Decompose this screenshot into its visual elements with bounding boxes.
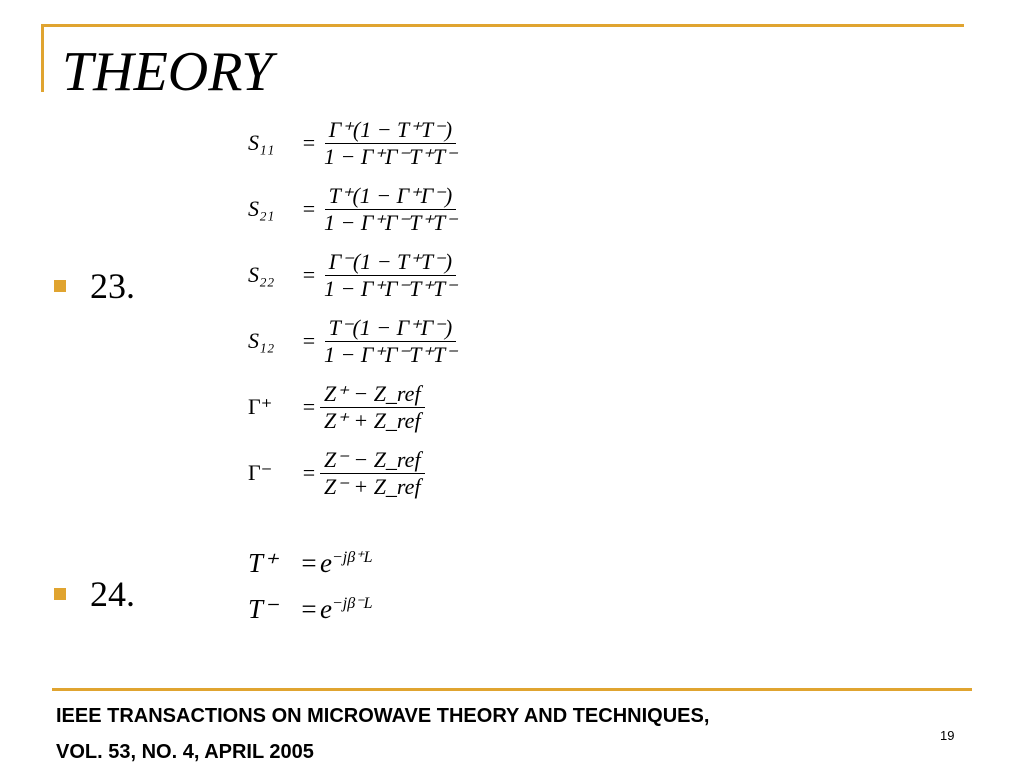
equals-sign: =	[302, 328, 316, 353]
equation-lhs: Γ⁺	[248, 394, 273, 419]
equation-s12	[248, 308, 461, 374]
exponent: −jβ⁺L	[331, 549, 373, 566]
equation-gamma-plus	[248, 374, 461, 440]
exp-base: e	[320, 594, 332, 624]
numerator: Γ⁺(1 − T⁺T⁻)	[325, 117, 456, 144]
fraction	[320, 183, 461, 236]
fraction	[320, 249, 461, 302]
equals-sign: =	[301, 547, 317, 578]
equals-sign: =	[301, 593, 317, 624]
equation-rhs	[320, 547, 373, 579]
equation-s22	[248, 242, 461, 308]
numerator: T⁺(1 − Γ⁺Γ⁻)	[325, 183, 457, 210]
exp-base: e	[320, 548, 332, 578]
equation-lhs: T⁻	[248, 593, 278, 624]
equation-gamma-minus	[248, 440, 461, 506]
fraction	[320, 447, 425, 500]
denominator: 1 − Γ⁺Γ⁻T⁺T⁻	[324, 143, 457, 169]
numerator: T⁻(1 − Γ⁺Γ⁻)	[325, 315, 457, 342]
equation-rhs	[320, 593, 373, 625]
fraction	[320, 381, 425, 434]
equals-sign: =	[302, 130, 316, 155]
equals-sign: =	[302, 262, 316, 287]
equation-block-24	[248, 540, 373, 632]
fraction	[320, 117, 461, 170]
equals-sign: =	[302, 394, 316, 419]
left-border-line	[41, 24, 44, 92]
equation-lhs: S₂₁	[248, 196, 275, 221]
bullet-label: 23.	[90, 266, 135, 306]
bullet-23	[54, 264, 135, 308]
equation-lhs: Γ⁻	[248, 460, 273, 485]
equals-sign: =	[302, 460, 316, 485]
equation-t-minus	[248, 586, 373, 632]
equation-lhs: S₂₂	[248, 262, 275, 287]
equation-block-23	[248, 110, 461, 506]
denominator: 1 − Γ⁺Γ⁻T⁺T⁻	[324, 275, 457, 301]
equation-lhs: S₁₁	[248, 130, 275, 155]
denominator: Z⁻ + Z_ref	[324, 473, 421, 499]
equation-lhs: S₁₂	[248, 328, 275, 353]
denominator: 1 − Γ⁺Γ⁻T⁺T⁻	[324, 209, 457, 235]
square-bullet-icon	[54, 588, 66, 600]
bullet-24	[54, 572, 135, 616]
slide-title: THEORY	[62, 41, 273, 103]
footer-citation-line-1: IEEE TRANSACTIONS ON MICROWAVE THEORY AND TECHNIQUES,	[56, 705, 710, 727]
exponent: −jβ⁻L	[331, 595, 373, 612]
numerator: Γ⁻(1 − T⁺T⁻)	[325, 249, 456, 276]
numerator: Z⁺ − Z_ref	[320, 381, 425, 408]
equation-lhs: T⁺	[248, 547, 278, 578]
equation-s11	[248, 110, 461, 176]
page-number: 19	[940, 728, 955, 743]
equation-t-plus	[248, 540, 373, 586]
bullet-label: 24.	[90, 574, 135, 614]
footer-citation-line-2: VOL. 53, NO. 4, APRIL 2005	[56, 741, 314, 763]
square-bullet-icon	[54, 280, 66, 292]
equation-s21	[248, 176, 461, 242]
denominator: 1 − Γ⁺Γ⁻T⁺T⁻	[324, 341, 457, 367]
equals-sign: =	[302, 196, 316, 221]
top-border-line	[41, 24, 964, 27]
denominator: Z⁺ + Z_ref	[324, 407, 421, 433]
fraction	[320, 315, 461, 368]
numerator: Z⁻ − Z_ref	[320, 447, 425, 474]
footer-divider	[52, 688, 972, 691]
